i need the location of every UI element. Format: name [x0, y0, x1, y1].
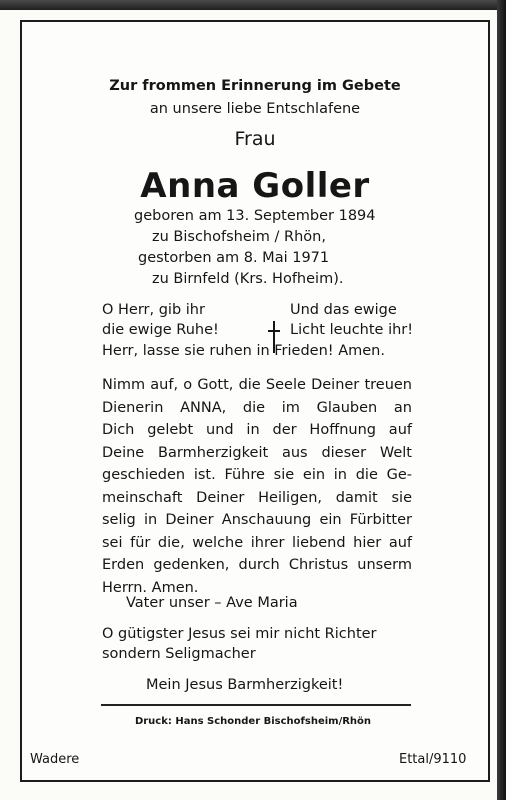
jesus-line-1: O gütigster Jesus sei mir nicht Richter [102, 626, 377, 642]
scan-edge-right [497, 0, 506, 800]
died-place: zu Birnfeld (Krs. Hofheim). [152, 271, 344, 287]
main-prayer-line: Dich gelebt und in der Hoffnung auf [102, 422, 412, 438]
main-prayer-line: Deine Barmherzigkeit aus dieser Welt [102, 444, 412, 461]
prayer-line3: Herr, lasse sie ruhen in Frieden! Amen. [102, 343, 385, 359]
footer-right: Ettal/9110 [399, 752, 467, 767]
born-place: zu Bischofsheim / Rhön, [152, 229, 326, 245]
mercy-line: Mein Jesus Barmherzigkeit! [146, 677, 344, 693]
main-prayer-line: sei für die, welche ihrer liebend hier auf [102, 534, 412, 551]
imprint: Druck: Hans Schonder Bischofsheim/Rhön [134, 716, 372, 727]
main-prayer [102, 374, 412, 599]
main-prayer-line: selig in Deiner Anschauung ein Fürbitter [102, 512, 412, 528]
prayer-right-line2: Licht leuchte ihr! [290, 322, 414, 338]
prayer-left-line1: O Herr, gib ihr [102, 302, 205, 318]
deceased-name: Anna Goller [140, 166, 370, 206]
main-prayer-line: meinschaft Deiner Heiligen, damit sie [102, 489, 412, 506]
prayer-left-line2: die ewige Ruhe! [102, 322, 219, 338]
born-date: geboren am 13. September 1894 [134, 208, 376, 224]
died-date: gestorben am 8. Mai 1971 [138, 250, 330, 266]
header-line-1: Zur frommen Erinnerung im Gebete [109, 78, 401, 94]
divider-rule [101, 704, 411, 706]
title-frau: Frau [234, 128, 276, 150]
prayer-right-line1: Und das ewige [290, 302, 397, 318]
main-prayer-line: Herrn. Amen. [102, 579, 199, 596]
vater-unser-line: Vater unser – Ave Maria [126, 595, 298, 611]
footer-left: Wadere [30, 752, 80, 767]
main-prayer-line: geschieden ist. Führe sie ein in die Ge- [102, 467, 412, 483]
memorial-card [20, 20, 490, 782]
main-prayer-line: Dienerin ANNA, die im Glauben an [102, 399, 412, 416]
jesus-line-2: sondern Seligmacher [102, 646, 256, 662]
main-prayer-line: Nimm auf, o Gott, die Seele Deiner treuen [102, 377, 412, 393]
scan-edge-top [0, 0, 506, 10]
header-line-2: an unsere liebe Entschlafene [149, 101, 361, 117]
main-prayer-line: Erden gedenken, durch Christus unserm [102, 557, 412, 573]
